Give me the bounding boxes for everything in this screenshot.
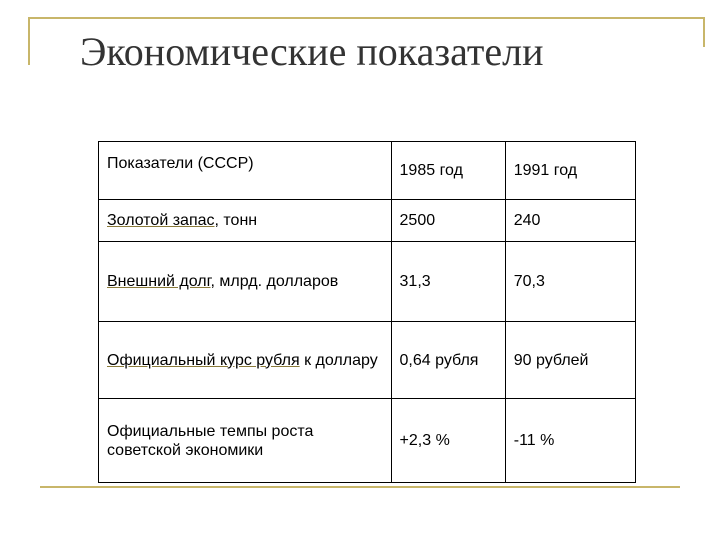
- table-header-row: [99, 142, 636, 200]
- table-row: [99, 399, 636, 483]
- table-row: [99, 242, 636, 322]
- frame-bottom-line: [40, 486, 680, 488]
- foreign-debt-link[interactable]: Внешний долг: [107, 273, 211, 290]
- value-1991: 70,3: [505, 242, 635, 322]
- gold-reserve-link[interactable]: Золотой запас: [107, 212, 215, 229]
- row-label-unit: , тонн: [214, 212, 258, 229]
- value-1991: 90 рублей: [505, 322, 635, 399]
- table-row: [99, 200, 636, 242]
- table-row: [99, 322, 636, 399]
- row-label: Официальные темпы роста советской экономики: [99, 399, 392, 483]
- row-label-unit: , млрд. долларов: [210, 273, 339, 290]
- frame-top-line: [28, 17, 705, 19]
- header-cell-indicator: Показатели (СССР): [99, 142, 392, 200]
- value-1991: -11 %: [505, 399, 635, 483]
- frame-right-line: [703, 17, 705, 47]
- row-label: [99, 242, 392, 322]
- row-label: [99, 200, 392, 242]
- header-cell-1985: 1985 год: [391, 142, 505, 200]
- value-1985: 31,3: [391, 242, 505, 322]
- slide-title: Экономические показатели: [80, 29, 544, 74]
- value-1985: 2500: [391, 200, 505, 242]
- value-1985: +2,3 %: [391, 399, 505, 483]
- value-1991: 240: [505, 200, 635, 242]
- value-1985: 0,64 рубля: [391, 322, 505, 399]
- row-label: [99, 322, 392, 399]
- frame-left-line: [28, 17, 30, 65]
- header-cell-1991: 1991 год: [505, 142, 635, 200]
- ruble-rate-link[interactable]: Официальный курс рубля: [107, 351, 300, 369]
- row-label-unit: к доллару: [299, 351, 378, 369]
- indicators-table: [98, 141, 636, 483]
